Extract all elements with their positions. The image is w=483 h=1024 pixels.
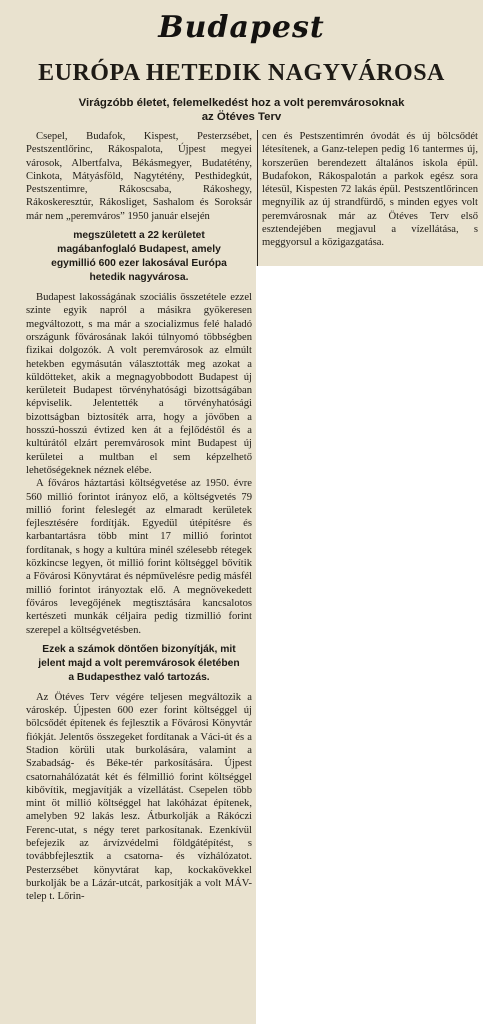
column-divider bbox=[257, 130, 258, 266]
bold-statement-1: megszületett a 22 kerületet magábanfoglaló Budapest, amely egymillió 600 ezer lakosával Európa hetedik nagyvárosa. bbox=[51, 230, 227, 284]
paragraph-3: A főváros háztartási költségvetése az 1950. évre 560 millió forintot irányoz elő, a költségvetés 79 millió forint feleslegét az elmaradt kerületek fejlesztésére fordítják. Egyedül útépítésre és karbantartásra több mint 17 millió forintot fordítanak, s hogy a kultúra minél szélesebb rétegek közkincse legyen, öt millió forint költséggel bővítik a Fővárosi Könyvtárat és népművelésre pedig másfél millió forintot irányoztak elő. A megnövekedett főváros levegőjének megtisztására kancsalotos kertészeti munkák céljaira pedig tizmillió forint szerepel a költségvetésben. bbox=[26, 478, 252, 636]
paragraph-2: Budapest lakosságának szociális összetétele ezzel szinte egyik napról a másikra gyökeresen megváltozott, s ma már a szocializmus felé haladó országunk fővárosának lakói túlnyomó többségben fizikai dolgozók. A volt peremvárosok az elmúlt hetekben egymásután választották meg azokat a küldötteket, akik a megnagyobbodott Budapest új kerületeit Budapest törvényhatósági bizottságában képviselik. Jelentették a törvényhatósági bizottságban biztosíték arra, hogy a jövőben a hosszú-hosszú évtized ken át a fejlődéstől és a kultúrától elzárt peremvárosok mint Budapest új kerületei a multban el sem képzelhető lehetőségeknek néznek elébe. bbox=[26, 292, 252, 476]
brand-title: Budapest bbox=[158, 10, 325, 45]
paragraph-4: Az Ötéves Terv végére teljesen megváltozik a városkép. Újpesten 600 ezer forint költséggel új bölcsődét építenek és fejlesztik a Fővárosi Könyvtár fiókját. Jelentős összegeket fordítanak a Váci-út és a Stadion körüli utak burkolására, valamint a Szabadság- és Béke-tér parkosítására. Újpest csatornahálózatát két és félmillió forint költséggel kibővítik, megjavítják a vízellátást. Csepelen több mint öt millió költséggel hat lakóházat építenek, amelyben 92 lakás lesz. Átburkolják a Rákóczi Ferenc-utat, s négy teret parkosítanak. Ezenkívül befejezik az árvízvédelmi földgátépítést, s továbbfejlesztik a csatorna- és vízhálózatot. Pesterzsébet könyvtárat kap, kockakövekkel burkolják be a Lázár-utcát, parkosítják a volt MÁV-telep t. Lőrin- bbox=[26, 691, 252, 903]
subhead-line-1: Virágzóbb életet, felemelkedést hoz a volt peremvárosoknak bbox=[78, 97, 405, 109]
headline: EURÓPA HETEDIK NAGYVÁROSA bbox=[38, 60, 445, 86]
bold-statement-2: Ezek a számok döntően bizonyítják, mit jelent majd a volt peremvárosok életében a Budapesthez való tartozás. bbox=[38, 643, 240, 683]
paragraph-intro: Csepel, Budafok, Kispest, Pesterzsébet, Pestszentlőrinc, Rákospalota, Újpest megyei városok, Albertfalva, Békásmegyer, Budatétény, Cinkota, Mátyásföld, Nagytétény, Pesthidegkút, Pestszentimre, Rákoscsaba, Rákoshegy, Rákoskeresztúr, Rákosliget, Sashalom és Soroksár már nem „peremváros” 1950 január elsején bbox=[26, 131, 252, 222]
article-header bbox=[0, 0, 483, 128]
article-column-left bbox=[26, 130, 252, 904]
subhead-line-2: az Ötéves Terv bbox=[201, 111, 282, 123]
article-column-right bbox=[262, 130, 478, 250]
paragraph-5: cen és Pestszentimrén óvodát és új bölcsődét létesítenek, a Ganz-telepen pedig 16 tantermes új, korszerűen berendezett általános iskola épül. Budafokon, Rákospalotán a parkok egész sora létesül, Kispesten 72 lakás épül. Pestszentlőrincen megnyílik az új strandfürdő, s minden egyes volt peremvárosnak már az Ötéves Terv első esztendejében megjavul a vízellátása, s meggyorsul a közigazgatása. bbox=[262, 131, 478, 249]
